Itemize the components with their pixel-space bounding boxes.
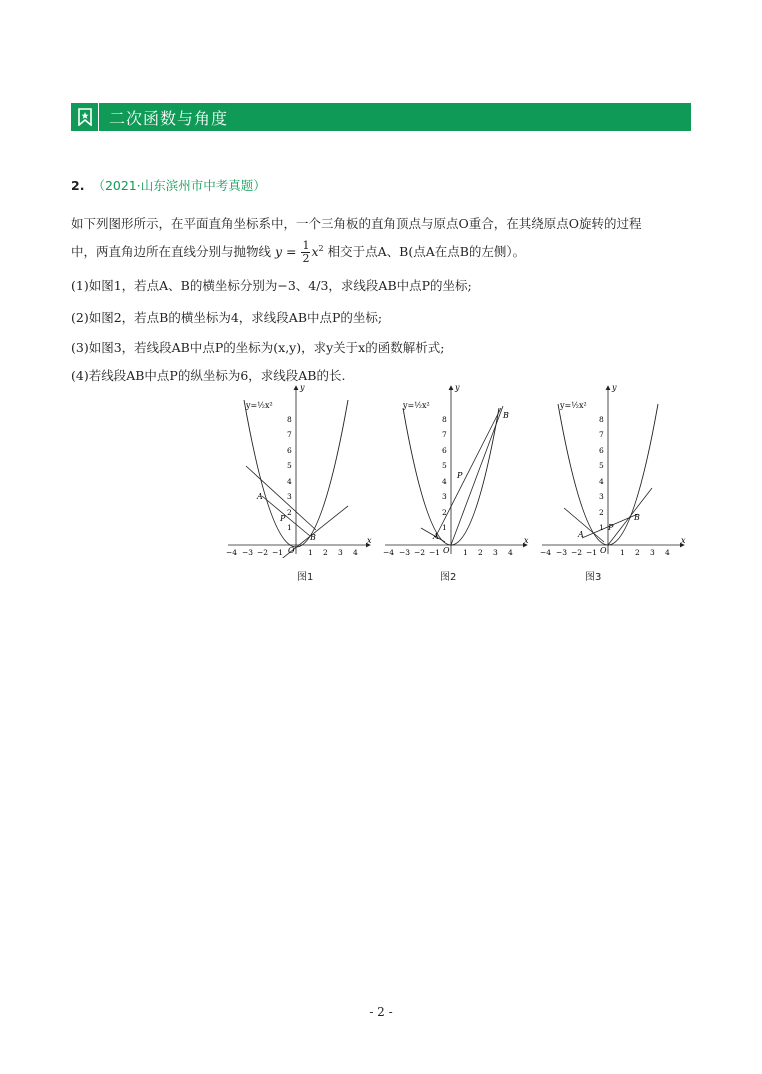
svg-text:P: P xyxy=(608,523,614,532)
part-1: (1)如图1，若点A、B的横坐标分别为−3、4/3，求线段AB中点P的坐标; xyxy=(71,278,472,293)
intro-2a: 中，两直角边所在直线分别与抛物线 xyxy=(71,244,272,259)
svg-text:−1: −1 xyxy=(429,548,441,557)
question-intro-line-2 xyxy=(71,240,525,265)
svg-text:O: O xyxy=(443,546,450,555)
svg-text:−2: −2 xyxy=(414,548,426,557)
svg-text:−4: −4 xyxy=(226,548,238,557)
svg-text:2: 2 xyxy=(287,508,292,517)
svg-text:4: 4 xyxy=(287,477,292,486)
svg-text:B: B xyxy=(503,411,509,420)
svg-text:3: 3 xyxy=(493,548,498,557)
svg-text:−4: −4 xyxy=(383,548,395,557)
svg-text:P: P xyxy=(280,514,286,523)
svg-text:−3: −3 xyxy=(242,548,254,557)
svg-text:4: 4 xyxy=(665,548,670,557)
svg-text:y: y xyxy=(455,383,460,392)
part-2: (2)如图2，若点B的横坐标为4，求线段AB中点P的坐标; xyxy=(71,310,383,325)
svg-text:A: A xyxy=(578,530,584,539)
svg-text:2: 2 xyxy=(478,548,483,557)
svg-text:−2: −2 xyxy=(257,548,269,557)
svg-text:1: 1 xyxy=(620,548,625,557)
part-3: (3)如图3，若线段AB中点P的坐标为(x,y)，求y关于x的函数解析式; xyxy=(71,340,445,355)
question-number: 2. xyxy=(71,178,85,193)
bookmark-star-icon xyxy=(71,103,99,131)
svg-text:8: 8 xyxy=(287,415,292,424)
svg-text:1: 1 xyxy=(308,548,313,557)
question-source: （2021·山东滨州市中考真题） xyxy=(92,178,266,193)
svg-text:x: x xyxy=(524,536,529,545)
figure-2-caption: 图2 xyxy=(440,572,457,583)
svg-text:6: 6 xyxy=(599,446,604,455)
svg-text:−1: −1 xyxy=(586,548,598,557)
svg-text:y: y xyxy=(300,383,305,392)
question-intro-line-1: 如下列图形所示，在平面直角坐标系中，一个三角板的直角顶点与原点O重合，在其绕原点O旋转的过程 xyxy=(71,216,642,231)
intro-2b: 相交于点A、B(点A在点B的左侧）。 xyxy=(327,244,526,259)
svg-text:y=½x²: y=½x² xyxy=(560,401,587,410)
section-banner xyxy=(71,103,691,131)
figure-3-caption: 图3 xyxy=(585,572,602,583)
svg-text:5: 5 xyxy=(442,461,447,470)
svg-text:O: O xyxy=(288,546,295,555)
svg-text:−3: −3 xyxy=(556,548,568,557)
figure-2 xyxy=(381,378,531,558)
svg-text:P: P xyxy=(457,471,463,480)
svg-text:−1: −1 xyxy=(272,548,284,557)
svg-text:4: 4 xyxy=(442,477,447,486)
svg-text:2: 2 xyxy=(442,508,447,517)
svg-text:5: 5 xyxy=(599,461,604,470)
svg-text:8: 8 xyxy=(442,415,447,424)
page-number: - 2 - xyxy=(369,1005,393,1019)
svg-text:6: 6 xyxy=(287,446,292,455)
svg-text:2: 2 xyxy=(599,508,604,517)
svg-text:−4: −4 xyxy=(540,548,552,557)
svg-text:y=½x²: y=½x² xyxy=(246,401,273,410)
svg-text:y: y xyxy=(612,383,617,392)
svg-text:5: 5 xyxy=(287,461,292,470)
svg-text:A: A xyxy=(257,492,263,501)
svg-text:1: 1 xyxy=(442,523,447,532)
svg-text:7: 7 xyxy=(442,430,447,439)
svg-text:O: O xyxy=(600,546,607,555)
parabola-formula: y = $\frac{1}{2}$ $x^2$ xyxy=(275,239,324,265)
part-4: (4)若线段AB中点P的纵坐标为6，求线段AB的长. xyxy=(71,368,346,383)
svg-text:4: 4 xyxy=(599,477,604,486)
svg-text:2: 2 xyxy=(323,548,328,557)
section-title: 二次函数与角度 xyxy=(109,108,229,128)
svg-text:4: 4 xyxy=(353,548,358,557)
svg-text:1: 1 xyxy=(463,548,468,557)
svg-text:3: 3 xyxy=(599,492,604,501)
figure-1-caption: 图1 xyxy=(297,572,314,583)
question-header xyxy=(71,176,266,194)
svg-text:x: x xyxy=(367,536,372,545)
svg-text:3: 3 xyxy=(650,548,655,557)
svg-text:3: 3 xyxy=(442,492,447,501)
svg-text:1: 1 xyxy=(599,523,604,532)
svg-text:A: A xyxy=(433,532,439,541)
figure-3 xyxy=(538,378,688,558)
svg-text:7: 7 xyxy=(287,430,292,439)
svg-text:7: 7 xyxy=(599,430,604,439)
svg-text:2: 2 xyxy=(635,548,640,557)
svg-text:3: 3 xyxy=(287,492,292,501)
svg-text:−2: −2 xyxy=(571,548,583,557)
svg-text:4: 4 xyxy=(508,548,513,557)
svg-text:8: 8 xyxy=(599,415,604,424)
svg-text:3: 3 xyxy=(338,548,343,557)
svg-text:y=½x²: y=½x² xyxy=(403,401,430,410)
svg-text:B: B xyxy=(310,533,316,542)
svg-text:B: B xyxy=(634,513,640,522)
svg-text:−3: −3 xyxy=(399,548,411,557)
svg-text:x: x xyxy=(681,536,686,545)
figure-1 xyxy=(224,378,374,558)
svg-text:1: 1 xyxy=(287,523,292,532)
svg-text:6: 6 xyxy=(442,446,447,455)
